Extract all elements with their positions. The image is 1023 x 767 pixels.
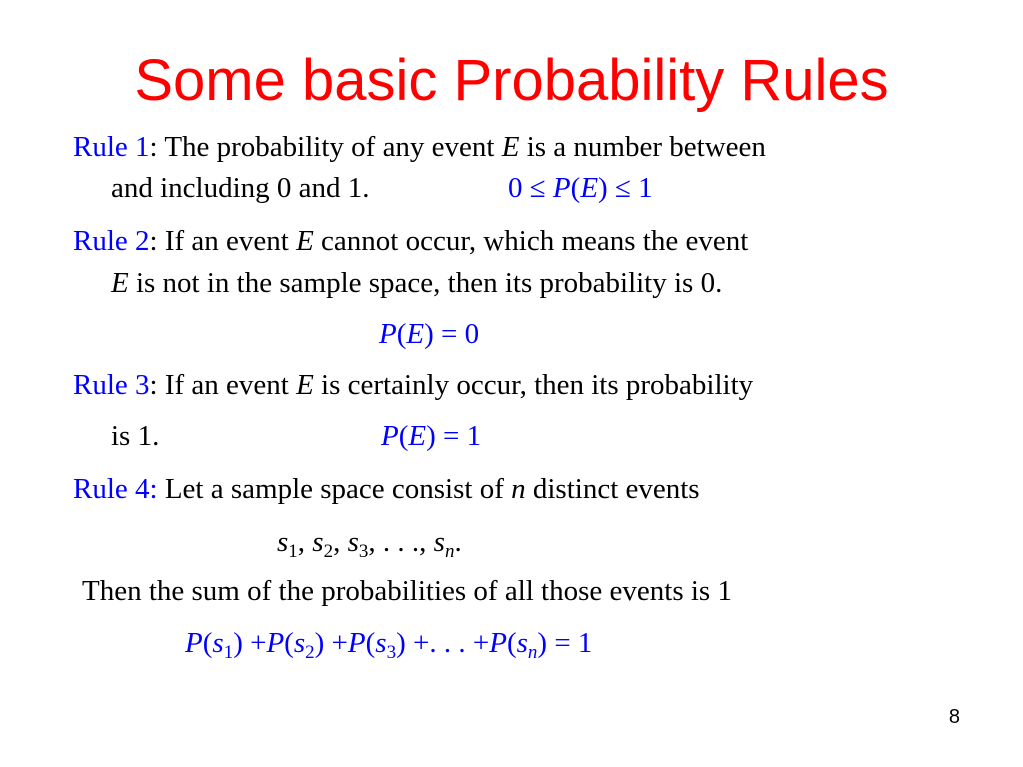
event-sub-n: n <box>444 541 455 562</box>
sum-close-plus: ) + <box>314 627 348 659</box>
rule1-formula-a: 0 ≤ <box>508 172 553 204</box>
rule4-text-a: Let a sample space consist of <box>157 473 512 505</box>
sum-sub-1: 1 <box>223 642 234 663</box>
rule3-text-a: : If an event <box>149 369 297 401</box>
rule3-formula <box>381 418 481 454</box>
rule1-var-e: E <box>501 131 520 163</box>
event-s: s <box>433 526 445 558</box>
rule2-formula-e: E <box>406 318 425 350</box>
sum-s: s <box>212 627 224 659</box>
sum-open: ( <box>365 627 376 659</box>
rule2-var-e2: E <box>111 267 129 299</box>
rule2-formula-p: P <box>379 318 397 350</box>
sum-end: ) = 1 <box>537 627 593 659</box>
rule3-formula-b: ( <box>398 420 409 452</box>
rule2-var-e: E <box>296 225 314 257</box>
sum-s: s <box>375 627 387 659</box>
event-sep-1: , <box>297 526 313 558</box>
rule1-label: Rule 1 <box>73 131 150 163</box>
rule3-formula-p: P <box>381 420 399 452</box>
event-sep-2: , <box>333 526 348 558</box>
rule4-then-text: Then the sum of the probabilities of all those events is 1 <box>82 575 732 607</box>
event-sub-2: 2 <box>323 541 334 562</box>
rule2-formula-b: ( <box>396 318 407 350</box>
rule2-formula <box>379 316 479 352</box>
event-end: . <box>454 526 462 558</box>
slide-title: Some basic Probability Rules <box>134 48 889 113</box>
rule1-formula-c: ) ≤ 1 <box>598 172 653 204</box>
event-sub-1: 1 <box>288 541 298 562</box>
rule4-sum-formula <box>185 625 592 661</box>
sum-open: ( <box>202 627 213 659</box>
rule3-label: Rule 3 <box>73 369 150 401</box>
sum-p: P <box>266 627 285 659</box>
rule3-formula-c: ) = 1 <box>426 420 482 452</box>
rule2-line1 <box>73 223 748 259</box>
sum-sub-3: 3 <box>386 642 397 663</box>
sum-p: P <box>347 627 366 659</box>
event-s: s <box>277 526 289 558</box>
rule2-formula-c: ) = 0 <box>424 318 480 350</box>
rule1-line2 <box>111 170 370 206</box>
rule2-text-c: is not in the sample space, then its probability is 0. <box>128 267 723 299</box>
rule3-formula-e: E <box>408 420 427 452</box>
rule3-line2 <box>111 418 159 454</box>
event-s: s <box>312 526 324 558</box>
sum-p: P <box>489 627 507 659</box>
sum-open: ( <box>284 627 294 659</box>
rule1-formula-e: E <box>580 172 599 204</box>
rule1-formula-b: ( <box>570 172 581 204</box>
rule1-line1 <box>73 129 766 165</box>
event-sep-3: , . . ., <box>368 526 434 558</box>
rule2-label: Rule 2 <box>73 225 150 257</box>
sum-close-plus: ) + <box>233 627 267 659</box>
sum-open: ( <box>506 627 517 659</box>
rule3-var-e: E <box>296 369 314 401</box>
rule4-label: Rule 4: <box>73 473 158 505</box>
rule1-text-c: and including 0 and 1. <box>111 172 370 204</box>
rule3-text-b: is certainly occur, then its probability <box>313 369 754 401</box>
event-s: s <box>347 526 359 558</box>
rule1-text-b: is a number between <box>519 131 766 163</box>
rule1-formula <box>508 170 653 206</box>
sum-sub-n: n <box>527 642 538 663</box>
page-number: 8 <box>948 706 960 728</box>
rule4-line1 <box>73 471 700 507</box>
rule4-var-n: n <box>511 473 526 505</box>
rule3-line1 <box>73 367 753 403</box>
rule2-text-a: : If an event <box>149 225 297 257</box>
rule2-line2 <box>111 265 722 301</box>
rule4-events-list <box>277 524 462 560</box>
rule1-formula-p: P <box>552 172 571 204</box>
sum-sub-2: 2 <box>305 642 315 663</box>
rule1-text-a: : The probability of any event <box>149 131 502 163</box>
rule4-text-b: distinct events <box>525 473 700 505</box>
event-sub-3: 3 <box>358 541 369 562</box>
rule2-text-b: cannot occur, which means the event <box>313 225 749 257</box>
sum-p: P <box>185 627 203 659</box>
rule3-text-c: is 1. <box>111 420 160 452</box>
sum-dots: ) +. . . + <box>396 627 490 659</box>
sum-s: s <box>516 627 528 659</box>
sum-s: s <box>293 627 306 659</box>
